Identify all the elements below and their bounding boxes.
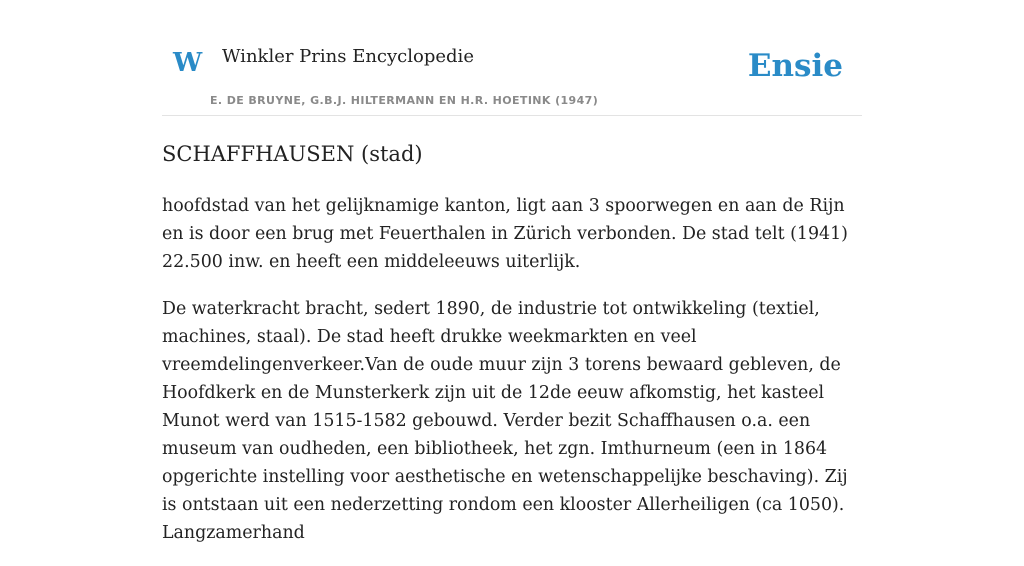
article-body [162,192,862,547]
article-title: SCHAFFHAUSEN (stad) [162,142,423,166]
article-paragraph: hoofdstad van het gelijknamige kanton, ligt aan 3 spoorwegen en aan de Rijn en is door een brug met Feuerthalen in Zürich verbonden. De stad telt (1941) 22.500 inw. en heeft een middeleeuws uiterlijk. [162,196,848,273]
source-authors: E. DE BRUYNE, G.B.J. HILTERMANN EN H.R. HOETINK (1947) [210,94,599,107]
page [162,0,862,566]
source-header [162,0,862,116]
article-paragraph: De waterkracht bracht, sedert 1890, de industrie tot ontwikkeling (textiel, machines, staal). De stad heeft drukke weekmarkten en veel vreemdelingenverkeer.Van de oude muur zijn 3 torens bewaard gebleven, de Hoofdkerk en de Munsterkerk zijn uit de 12de eeuw afkomstig, het kasteel Munot werd van 1515-1582 gebouwd. Verder bezit Schaffhausen o.a. een museum van oudheden, een bibliotheek, het zgn. Imthurneum (een in 1864 opgerichte instelling voor aesthetische en wetenschappelijke beschaving). Zij is ontstaan uit een nederzetting rondom een klooster Allerheiligen (ca 1050). Langzamerhand [162,299,848,544]
winkler-prins-logo[interactable]: W [173,48,203,78]
ensie-logo-link[interactable]: Ensie [747,48,843,84]
source-title-link[interactable]: Winkler Prins Encyclopedie [222,46,474,67]
